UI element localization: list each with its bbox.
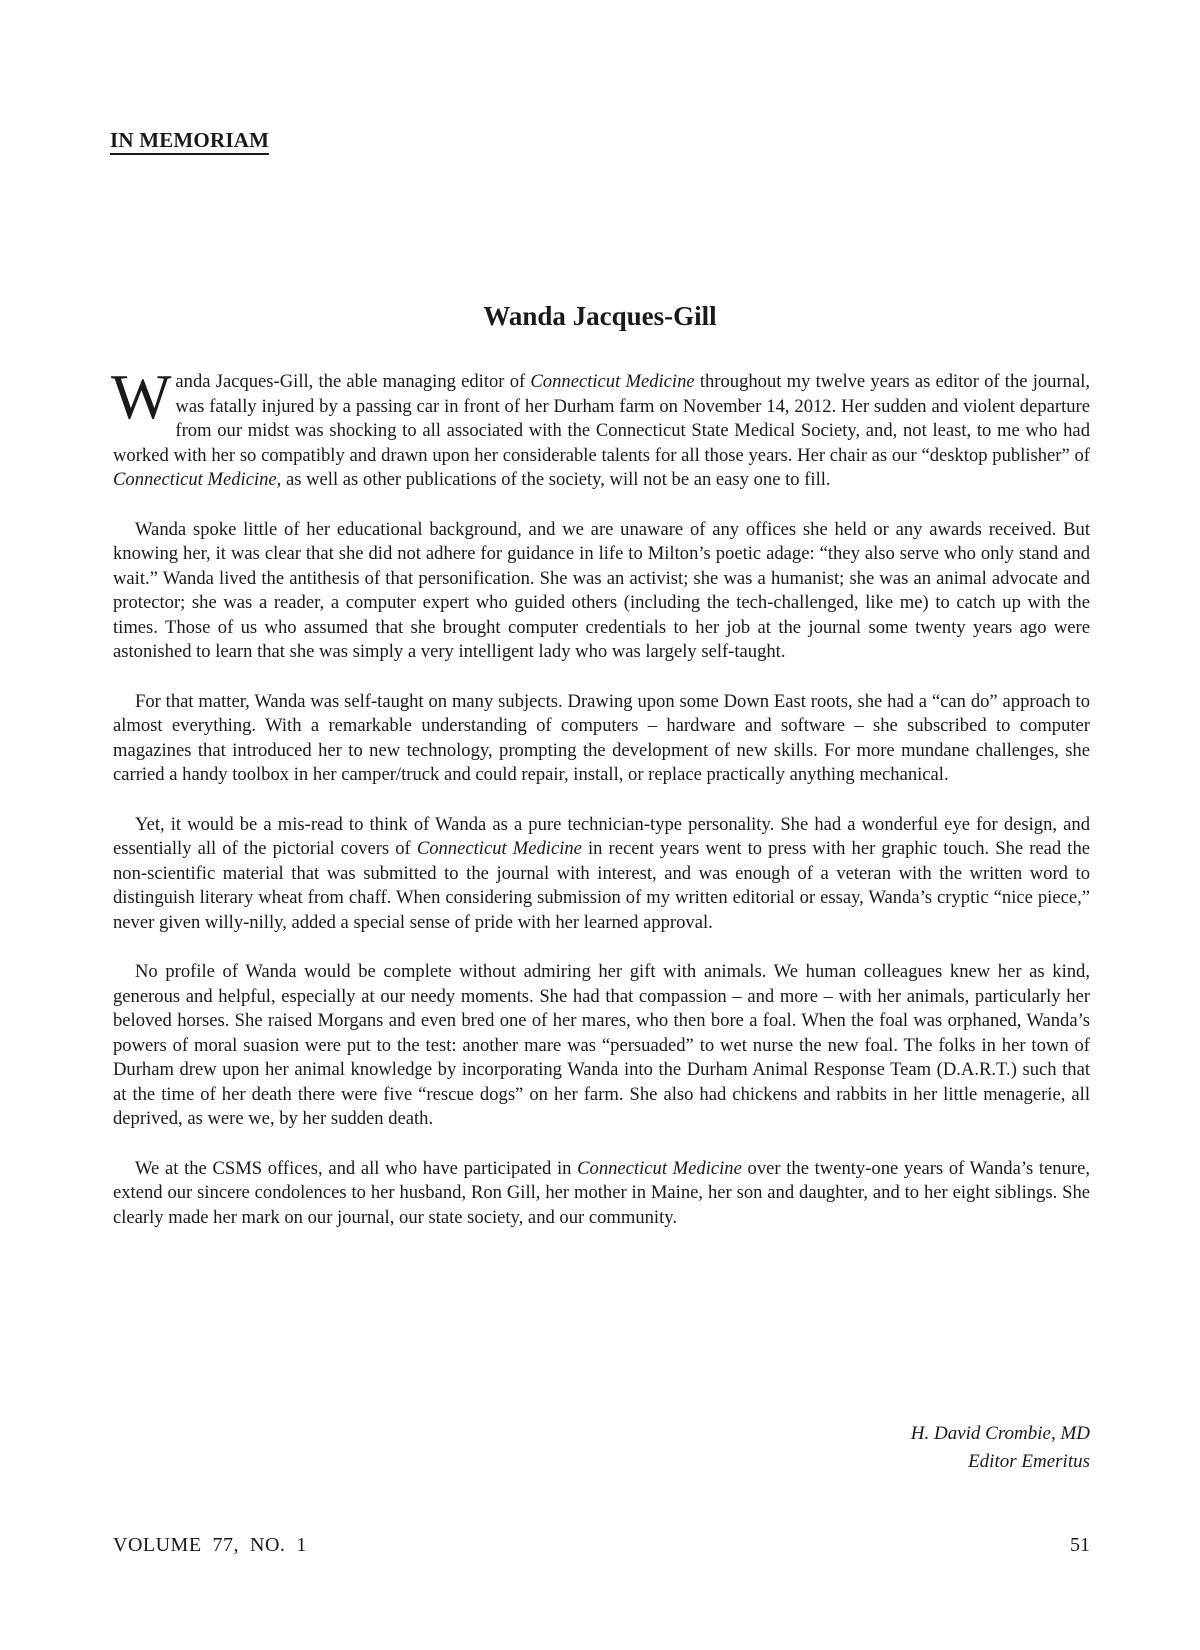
paragraph-4-text-a: Yet, it would be a mis-read to think of Wanda as a pure technician-type personality. She had a wonderful eye for design, and essentially all of the pictorial covers of bbox=[113, 813, 1090, 859]
paragraph-5: No profile of Wanda would be complete without admiring her gift with animals. We human colleagues knew her as kind, generous and helpful, especially at our needy moments. She had that compassion – and more – with her animals, particularly her beloved horses. She raised Morgans and even bred one of her mares, who then bore a foal. When the foal was orphaned, Wanda’s powers of moral suasion were put to the test: another mare was “persuaded” to wet nurse the new foal. The folks in her town of Durham drew upon her animal knowledge by incorporating Wanda into the Durham Animal Response Team (D.A.R.T.) such that at the time of her death there were five “rescue dogs” on her farm. She also had chickens and rabbits in her little menagerie, all deprived, as were we, by her sudden death. bbox=[113, 961, 1090, 1129]
signature-block bbox=[911, 1420, 1090, 1476]
paragraph-1-text-a: anda Jacques-Gill, the able managing editor of bbox=[175, 371, 531, 392]
paragraph-6-text-a: We at the CSMS offices, and all who have participated in bbox=[135, 1157, 578, 1179]
paragraph-4 bbox=[113, 813, 1090, 936]
journal-name: Connecticut Medicine bbox=[530, 371, 695, 392]
journal-name: Connecticut Medicine bbox=[113, 469, 277, 490]
journal-name: Connecticut Medicine bbox=[416, 838, 582, 859]
volume-footer: VOLUME 77, NO. 1 bbox=[113, 1534, 307, 1556]
signature-role: Editor Emeritus bbox=[968, 1451, 1090, 1472]
page-number: 51 bbox=[1070, 1534, 1090, 1556]
article-title: Wanda Jacques-Gill bbox=[483, 301, 717, 331]
paragraph-1-text-c: , as well as other publications of the society, will not be an easy one to fill. bbox=[276, 469, 831, 490]
article-body bbox=[111, 361, 1091, 1255]
signature-name: H. David Crombie, MD bbox=[910, 1423, 1090, 1444]
paragraph-4-text-b: in recent years went to press with her graphic touch. She read the non-scientific material that was submitted to the journal with interest, and was enough of a veteran with the written word to distinguish literary wheat from chaff. When considering submission of my written editorial or essay, Wanda’s cryptic “nice piece,” never given willy-nilly, added a special sense of pride with her learned approval. bbox=[113, 838, 1090, 933]
paragraph-3: For that matter, Wanda was self-taught on many subjects. Drawing upon some Down East roots, she had a “can do” approach to almost everything. With a remarkable understanding of computers – hardware and software – she subscribed to computer magazines that introduced her to new technology, prompting the development of new skills. For more mundane challenges, she carried a handy toolbox in her camper/truck and could repair, install, or replace practically anything mechanical. bbox=[113, 690, 1090, 785]
paragraph-1-text-b: throughout my twelve years as editor of the journal, was fatally injured by a passing car in front of her Durham farm on November 14, 2012. Her sudden and violent departure from our midst was shocking to all associated with the Connecticut State Medical Society, and, not least, to me who had worked with her so compatibly and drawn upon her considerable talents for all those years. Her chair as our “desktop publisher” of bbox=[113, 371, 1091, 466]
drop-cap: W bbox=[111, 361, 172, 432]
paragraph-1 bbox=[111, 361, 1091, 493]
journal-name: Connecticut Medicine bbox=[577, 1157, 742, 1179]
paragraph-2: Wanda spoke little of her educational background, and we are unaware of any offices she held or any awards received. But knowing her, it was clear that she did not adhere for guidance in life to Milton’s poetic adage: “they also serve who only stand and wait.” Wanda lived the antithesis of that personification. She was an activist; she was a humanist; she was an animal advocate and protector; she was a reader, a computer expert who guided others (including the tech-challenged, like me) to catch up with the times. Those of us who assumed that she brought computer credentials to her job at the journal some twenty years ago were astonished to learn that she was simply a very intelligent lady who was largely self-taught. bbox=[113, 518, 1090, 662]
paragraph-6 bbox=[113, 1157, 1090, 1231]
paragraph-6-text-b: over the twenty-one years of Wanda’s tenure, extend our sincere condolences to her husband, Ron Gill, her mother in Maine, her son and daughter, and to her eight siblings. She clearly made her mark on our journal, our state society, and our community. bbox=[113, 1157, 1090, 1228]
section-label: IN MEMORIAM bbox=[110, 128, 269, 155]
